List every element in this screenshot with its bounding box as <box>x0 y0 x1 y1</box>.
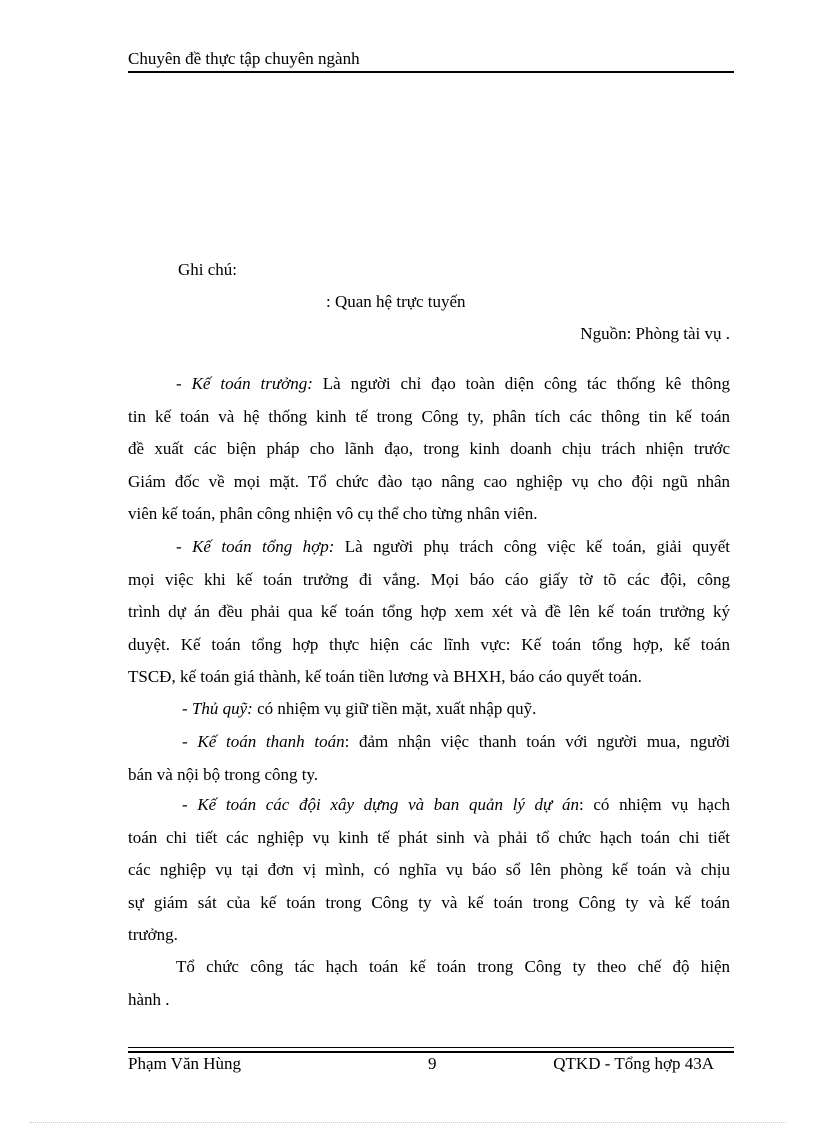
term-thu-quy: - Thủ quỹ: <box>182 699 253 718</box>
paragraph-ke-toan-thanh-toan: - Kế toán thanh toán: đảm nhận việc thanh toán với người mua, người bán và nội bộ trong công ty. <box>128 732 730 784</box>
footer-author: Phạm Văn Hùng <box>128 1054 242 1073</box>
term-ke-toan-truong: - Kế toán trưởng: <box>176 374 313 393</box>
footer-rule-thin <box>128 1047 734 1048</box>
note-legend: : Quan hệ trực tuyến <box>326 292 466 311</box>
term-ke-toan-tong-hop: - Kế toán tổng hợp: <box>176 537 335 556</box>
paragraph-ke-toan-cac-doi: - Kế toán các đội xây dựng và ban quản lý dự án: có nhiệm vụ hạch toán chi tiết các nghiệp vụ kinh tế phát sinh và phải tổ chức hạch toán chi tiết các nghiệp vụ tại đơn vị mình, có nghĩa vụ báo sổ lên phòng kế toán và chịu sự giám sát của kế toán trong Công ty và kế toán trong Công ty và kế toán trưởng. <box>128 795 731 944</box>
paragraph-ke-toan-tong-hop: - Kế toán tổng hợp: Là người phụ trách công việc kế toán, giải quyết mọi việc khi kế toán trưởng đi vắng. Mọi báo cáo giấy tờ tõ các đội, công trình dự án đều phải qua kế toán tổng hợp xem xét và đề lên kế toán trưởng ký duyệt. Kế toán tổng hợp thực hiện các lĩnh vực: Kế toán tổng hợp, kế toán TSCĐ, kế toán giá thành, kế toán tiền lương và BHXH, báo cáo quyết toán. <box>128 537 730 686</box>
page-header-title: Chuyên đề thực tập chuyên ngành <box>128 49 360 68</box>
header-rule <box>128 71 734 73</box>
note-label: Ghi chú: <box>178 260 238 279</box>
term-ke-toan-thanh-toan: - Kế toán thanh toán <box>182 732 345 751</box>
paragraph-thu-quy: - Thủ quỹ: có nhiệm vụ giữ tiền mặt, xuất nhập quỹ. <box>182 699 537 718</box>
footer-page-number: 9 <box>428 1054 437 1073</box>
term-ke-toan-cac-doi: - Kế toán các đội xây dựng và ban quản lý dự án <box>182 795 579 814</box>
footer-class-name: QTKD - Tổng hợp 43A <box>553 1054 714 1073</box>
paragraph-to-chuc: Tổ chức công tác hạch toán kế toán trong Công ty theo chế độ hiện hành . <box>128 957 730 1009</box>
paragraph-ke-toan-truong: - Kế toán trưởng: Là người chỉ đạo toàn diện công tác thống kê thông tin kế toán và hệ thống kinh tế trong Công ty, phân tích các thông tin kế toán đề xuất các biện pháp cho lãnh đạo, trong kinh doanh chịu trách nhiện trước Giám đốc về mọi mặt. Tổ chức đào tạo nâng cao nghiệp vụ cho đội ngũ nhân viên kế toán, phân công nhiện vô cụ thể cho từng nhân viên. <box>128 374 730 523</box>
note-source: Nguồn: Phòng tài vụ . <box>580 324 730 343</box>
